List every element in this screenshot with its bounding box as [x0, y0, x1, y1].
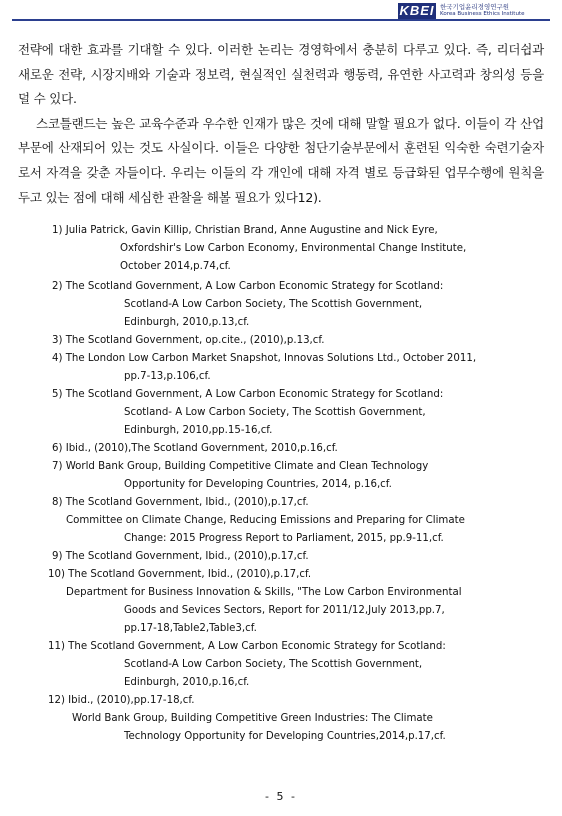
- institute-logo: KBEI: [399, 3, 435, 18]
- footnote-line: Goods and Sevices Sectors, Report for 2011/12,July 2013,pp.7,: [124, 605, 445, 616]
- footnote-line: Technology Opportunity for Developing Countries,2014,p.17,cf.: [124, 731, 446, 742]
- footnote-line: October 2014,p.74,cf.: [120, 261, 231, 272]
- footnote-line: 5) The Scotland Government, A Low Carbon Economic Strategy for Scotland:: [52, 389, 444, 400]
- footnote-line: 3) The Scotland Government, op.cite., (2010),p.13,cf.: [52, 335, 325, 346]
- body-paragraph: 스코틀랜드는 높은 교육수준과 우수한 인재가 많은 것에 대해 말할 필요가 없다. 이들이 각 산업부문에 산재되어 있는 것도 사실이다. 이들은 다양한 첨단기술부문에서 훈련된 익숙한 숙련기술자로서 자격을 갖춘 자들이다. 우리는 이들의 각 개인에 대해 자격 별로 등급화된 업무수행에 원칙을 두고 있는 점에 대해 세심한 관찰을 해볼 필요가 있다12).: [18, 115, 544, 205]
- footnote-line: Oxfordshir's Low Carbon Economy, Environmental Change Institute,: [120, 243, 467, 254]
- footnote-line: 10) The Scotland Government, Ibid., (2010),p.17,cf.: [48, 569, 312, 580]
- footnote-line: Edinburgh, 2010,p.16,cf.: [124, 677, 250, 688]
- footnote-line: Change: 2015 Progress Report to Parliament, 2015, pp.9-11,cf.: [124, 533, 444, 544]
- footnote-line: 7) World Bank Group, Building Competitive Climate and Clean Technology: [52, 461, 429, 472]
- header-divider: [12, 19, 550, 21]
- page-header: [0, 0, 562, 24]
- footnote-line: Scotland-A Low Carbon Society, The Scottish Government,: [124, 299, 423, 310]
- footnote-line: 9) The Scotland Government, Ibid., (2010),p.17,cf.: [52, 551, 309, 562]
- footnote-line: Edinburgh, 2010,p.13,cf.: [124, 317, 250, 328]
- footnote-line: 2) The Scotland Government, A Low Carbon Economic Strategy for Scotland:: [52, 281, 444, 292]
- footnote-line: pp.17-18,Table2,Table3,cf.: [124, 623, 257, 634]
- institute-name: [440, 3, 558, 18]
- body-text: [18, 38, 544, 210]
- body-paragraph: 전략에 대한 효과를 기대할 수 있다. 이러한 논리는 경영학에서 충분히 다루고 있다. 즉, 리더쉽과 새로운 전략, 시장지배와 기술과 정보력, 현실적인 실천력과 행동력, 유연한 사고력과 창의성 등을 덜 수 있다.: [18, 42, 544, 107]
- footnote-line: Scotland- A Low Carbon Society, The Scottish Government,: [124, 407, 426, 418]
- institute-name-korean: 한국기업윤리경영연구원: [440, 3, 510, 11]
- footnote-line: 1) Julia Patrick, Gavin Killip, Christian Brand, Anne Augustine and Nick Eyre,: [52, 225, 438, 236]
- footnote-line: Scotland-A Low Carbon Society, The Scottish Government,: [124, 659, 423, 670]
- footnote-line: 11) The Scotland Government, A Low Carbon Economic Strategy for Scotland:: [48, 641, 446, 652]
- footnote-line: Opportunity for Developing Countries, 2014, p.16,cf.: [124, 479, 392, 490]
- footnote-line: 6) Ibid., (2010),The Scotland Government, 2010,p.16,cf.: [52, 443, 338, 454]
- footnote-line: Department for Business Innovation & Skills, "The Low Carbon Environmental: [66, 587, 462, 598]
- footnote-line: 4) The London Low Carbon Market Snapshot, Innovas Solutions Ltd., October 2011,: [52, 353, 477, 364]
- footnote-line: 8) The Scotland Government, Ibid., (2010),p.17,cf.: [52, 497, 309, 508]
- footnote-line: Committee on Climate Change, Reducing Emissions and Preparing for Climate: [66, 515, 465, 526]
- footnote-line: Edinburgh, 2010,pp.15-16,cf.: [124, 425, 273, 436]
- footnote-line: pp.7-13,p.106,cf.: [124, 371, 211, 382]
- footnote-line: 12) Ibid., (2010),pp.17-18,cf.: [48, 695, 195, 706]
- institute-name-english: Korea Business Ethics Institute: [440, 11, 525, 17]
- footnote-line: World Bank Group, Building Competitive Green Industries: The Climate: [72, 713, 433, 724]
- page-number: - 5 -: [265, 790, 297, 803]
